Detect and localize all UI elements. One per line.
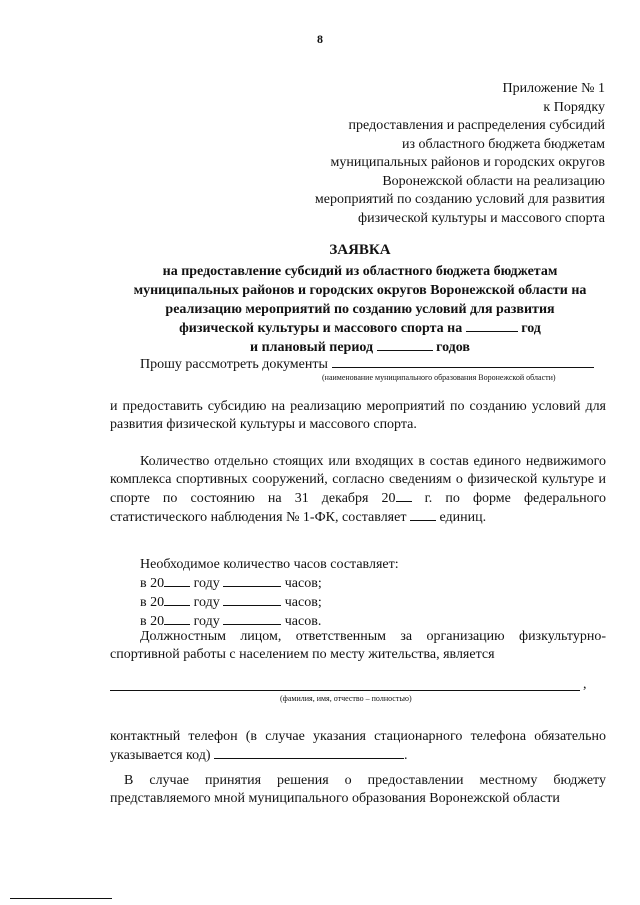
year-blank — [164, 574, 190, 587]
year-prefix: в 20 — [140, 614, 165, 629]
paragraph-facilities — [110, 453, 606, 527]
year-word: году — [193, 614, 220, 629]
person-blank — [110, 690, 580, 691]
hours-blank — [223, 574, 281, 587]
phone-end: . — [404, 748, 408, 763]
facilities-text: единиц. — [439, 510, 487, 525]
paragraph-responsible: Должностным лицом, ответственным за организацию физкультурно-спортивной работы с населением по месту жительства, является — [110, 629, 606, 662]
subtitle-text: и плановый период — [250, 340, 374, 355]
appendix-line: физической культуры и массового спорта — [358, 210, 605, 226]
year-blank — [396, 489, 412, 502]
subtitle-text: физической культуры и массового спорта на — [179, 321, 463, 336]
year-prefix: в 20 — [140, 576, 165, 591]
subtitle-line: реализацию мероприятий по созданию условий для развития — [165, 302, 555, 317]
appendix-line: мероприятий по созданию условий для развития — [314, 192, 605, 207]
paragraph-subsidy: и предоставить субсидию на реализацию мероприятий по созданию условий для развития физической культуры и массового спорта. — [110, 399, 606, 432]
person-comma: , — [583, 677, 587, 692]
hours-unit: часов; — [284, 595, 322, 610]
phone-text: контактный телефон (в случае указания стационарного телефона обязательно указывается код) — [110, 729, 606, 763]
year-word: году — [193, 595, 220, 610]
appendix-line: к Порядку — [543, 99, 605, 115]
hours-unit: часов. — [284, 614, 322, 629]
municipality-caption: (наименование муниципального образования Воронежской области) — [322, 373, 556, 382]
appendix-line: Приложение № 1 — [502, 81, 605, 96]
document-title: ЗАЯВКА — [329, 242, 391, 258]
appendix-line: муниципальных районов и городских округов — [330, 155, 605, 170]
hours-blank — [223, 612, 281, 625]
count-blank — [410, 508, 436, 521]
appendix-line: Воронежской области на реализацию — [382, 173, 605, 189]
year-prefix: в 20 — [140, 595, 165, 610]
appendix-line: предоставления и распределения субсидий — [348, 118, 605, 133]
appendix-header — [315, 80, 605, 228]
page-number: 8 — [317, 32, 323, 46]
subtitle-line: муниципальных районов и городских округов Воронежской области на — [133, 283, 587, 298]
year-blank — [466, 319, 518, 332]
hours-blank — [223, 593, 281, 606]
hours-intro: Необходимое количество часов составляет: — [140, 557, 399, 572]
facilities-text: г. по форме федерального статистического наблюдения № 1-ФК, составляет — [110, 491, 606, 525]
year-word: году — [193, 576, 220, 591]
request-text: Прошу рассмотреть документы — [140, 357, 328, 372]
paragraph-phone — [110, 728, 606, 765]
paragraph-decision: В случае принятия решения о предоставлении местному бюджету представляемого мной муниципального образования Воронежской области — [110, 773, 606, 806]
hours-unit: часов; — [284, 576, 322, 591]
subtitle-text: год — [521, 321, 541, 336]
hours-row — [140, 593, 440, 612]
subtitle-text: годов — [436, 340, 470, 355]
facilities-text: Количество отдельно стоящих или входящих в состав единого недвижимого комплекса спортивных сооружений, согласно сведениям о физической культуре и спорте по состоянию на 31 декабря 20 — [110, 454, 606, 506]
period-blank — [377, 338, 433, 351]
subtitle-line — [100, 319, 620, 338]
appendix-line: из областного бюджета бюджетам — [402, 136, 605, 152]
hours-row — [140, 574, 440, 593]
request-line — [140, 355, 605, 374]
subtitle-line: на предоставление субсидий из областного бюджета бюджетам — [162, 264, 558, 279]
document-subtitle — [100, 262, 620, 357]
hours-block — [140, 556, 440, 631]
footnote-separator — [10, 898, 112, 899]
municipality-blank — [332, 355, 594, 368]
year-blank — [164, 593, 190, 606]
person-caption: (фамилия, имя, отчество – полностью) — [280, 694, 412, 703]
year-blank — [164, 612, 190, 625]
phone-blank — [214, 746, 404, 759]
